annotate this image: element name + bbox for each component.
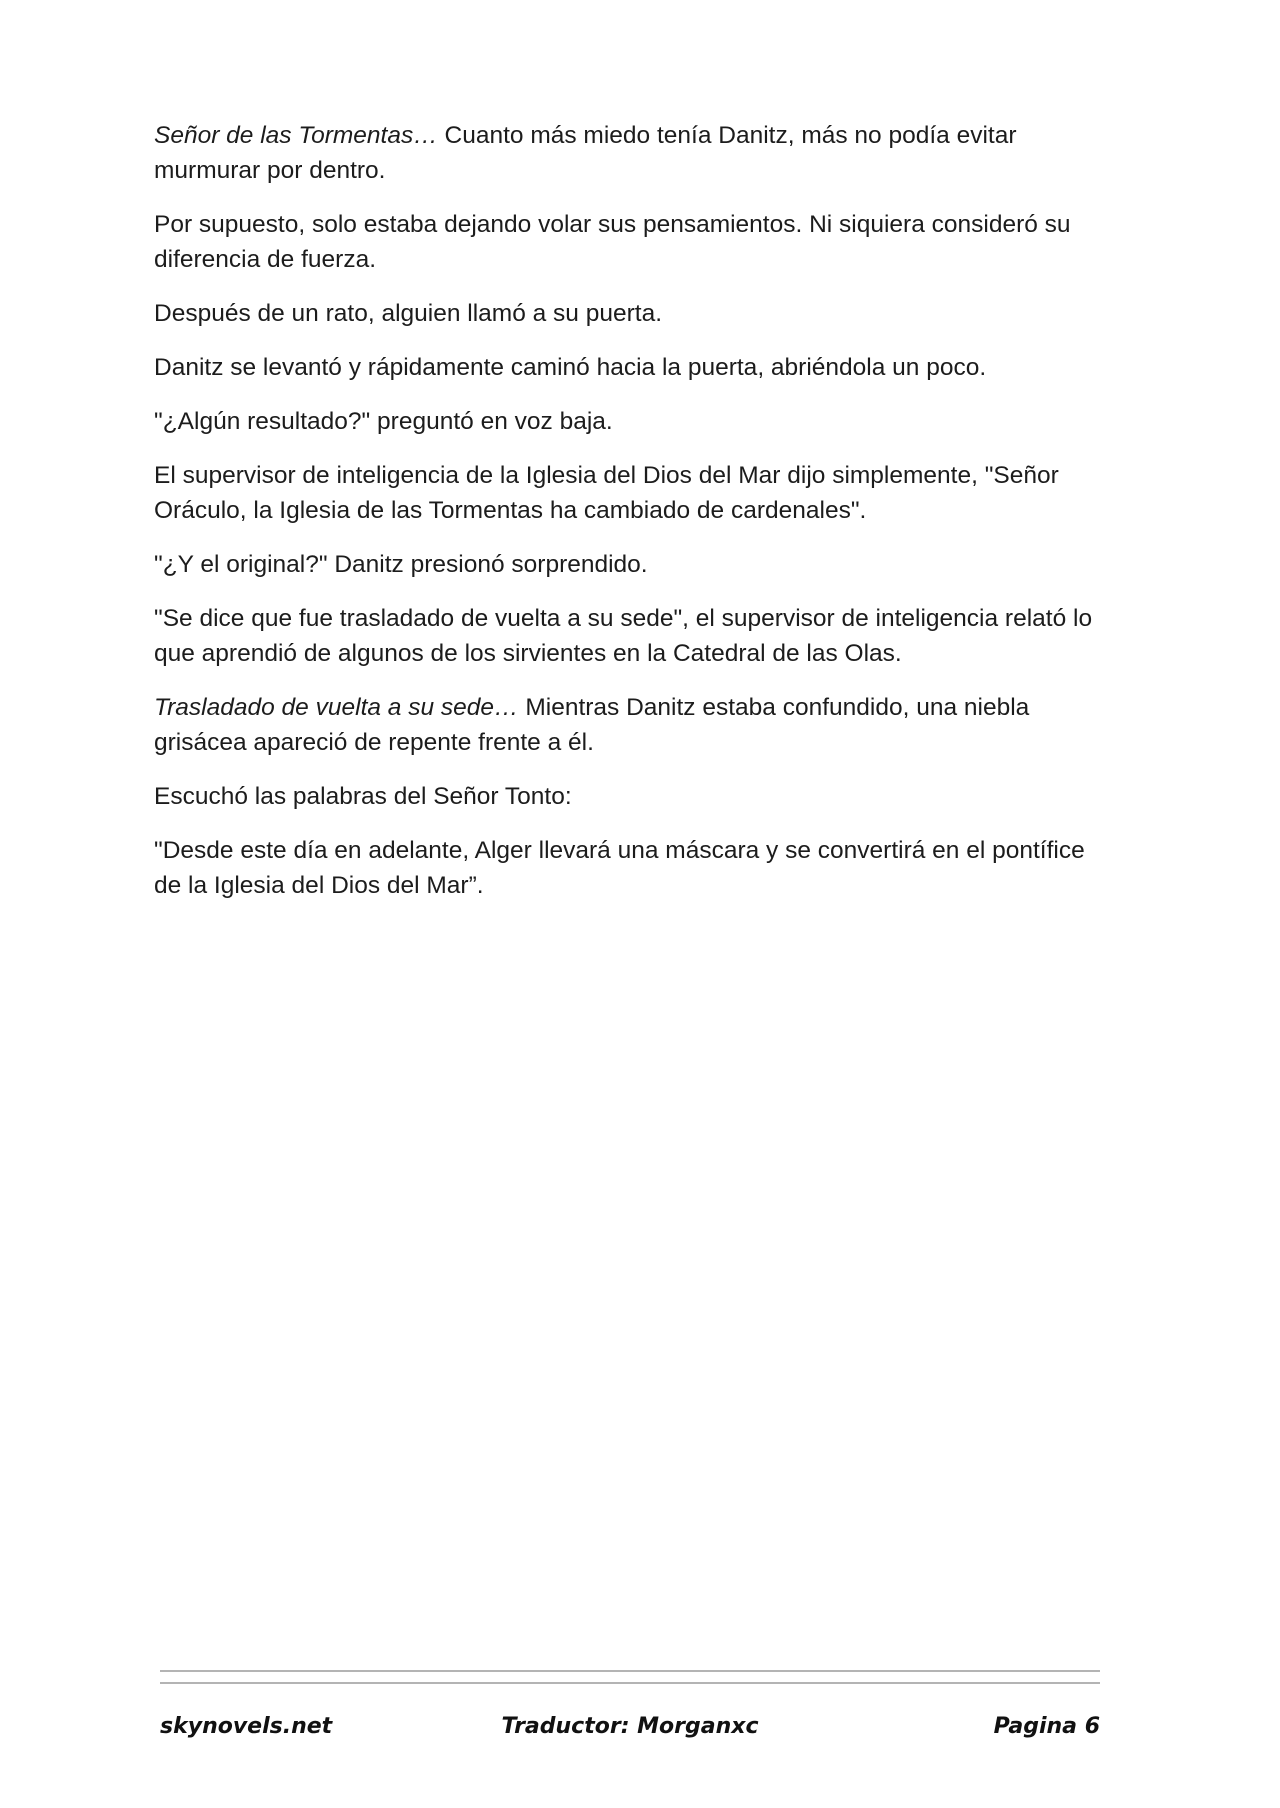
footer-divider-top: [160, 1670, 1100, 1672]
paragraph-1-text: Cuanto más miedo tenía Danitz, más no podía evitar murmurar por dentro.: [154, 122, 1017, 184]
paragraph-4-text: Danitz se levantó y rápidamente caminó hacia la puerta, abriéndola un poco.: [154, 354, 987, 381]
document-body: [154, 118, 1114, 922]
paragraph-10: [154, 779, 1114, 814]
paragraph-7: [154, 547, 1114, 582]
paragraph-11: [154, 833, 1114, 903]
page-footer: [160, 1714, 1100, 1748]
footer-page-number: Pagina 6: [993, 1714, 1100, 1739]
paragraph-1: [154, 118, 1114, 188]
paragraph-5: [154, 404, 1114, 439]
paragraph-10-text: Escuchó las palabras del Señor Tonto:: [154, 783, 572, 810]
paragraph-7-text: "¿Y el original?" Danitz presionó sorprendido.: [154, 551, 648, 578]
paragraph-2-text: Por supuesto, solo estaba dejando volar sus pensamientos. Ni siquiera consideró su diferencia de fuerza.: [154, 211, 1071, 273]
paragraph-3: [154, 296, 1114, 331]
footer-translator: Traductor: Morganxc: [501, 1714, 759, 1739]
footer-divider-bottom: [160, 1682, 1100, 1684]
paragraph-2: [154, 207, 1114, 277]
paragraph-1-italic: Señor de las Tormentas…: [154, 122, 438, 149]
paragraph-3-text: Después de un rato, alguien llamó a su puerta.: [154, 300, 663, 327]
footer-site-name: skynovels.net: [160, 1714, 333, 1739]
paragraph-9-text: Mientras Danitz estaba confundido, una niebla grisácea apareció de repente frente a él.: [154, 694, 1030, 756]
paragraph-9-italic: Trasladado de vuelta a su sede…: [154, 694, 519, 721]
paragraph-4: [154, 350, 1114, 385]
paragraph-5-text: "¿Algún resultado?" preguntó en voz baja.: [154, 408, 613, 435]
paragraph-11-text: "Desde este día en adelante, Alger llevará una máscara y se convertirá en el pontífice de la Iglesia del Dios del Mar”.: [154, 837, 1085, 899]
paragraph-6-text: El supervisor de inteligencia de la Iglesia del Dios del Mar dijo simplemente, "Señor Oráculo, la Iglesia de las Tormentas ha cambiado de cardenales".: [154, 462, 1059, 524]
paragraph-8: [154, 601, 1114, 671]
paragraph-8-text: "Se dice que fue trasladado de vuelta a su sede", el supervisor de inteligencia relató lo que aprendió de algunos de los sirvientes en la Catedral de las Olas.: [154, 605, 1093, 667]
paragraph-9: [154, 690, 1114, 760]
paragraph-6: [154, 458, 1114, 528]
